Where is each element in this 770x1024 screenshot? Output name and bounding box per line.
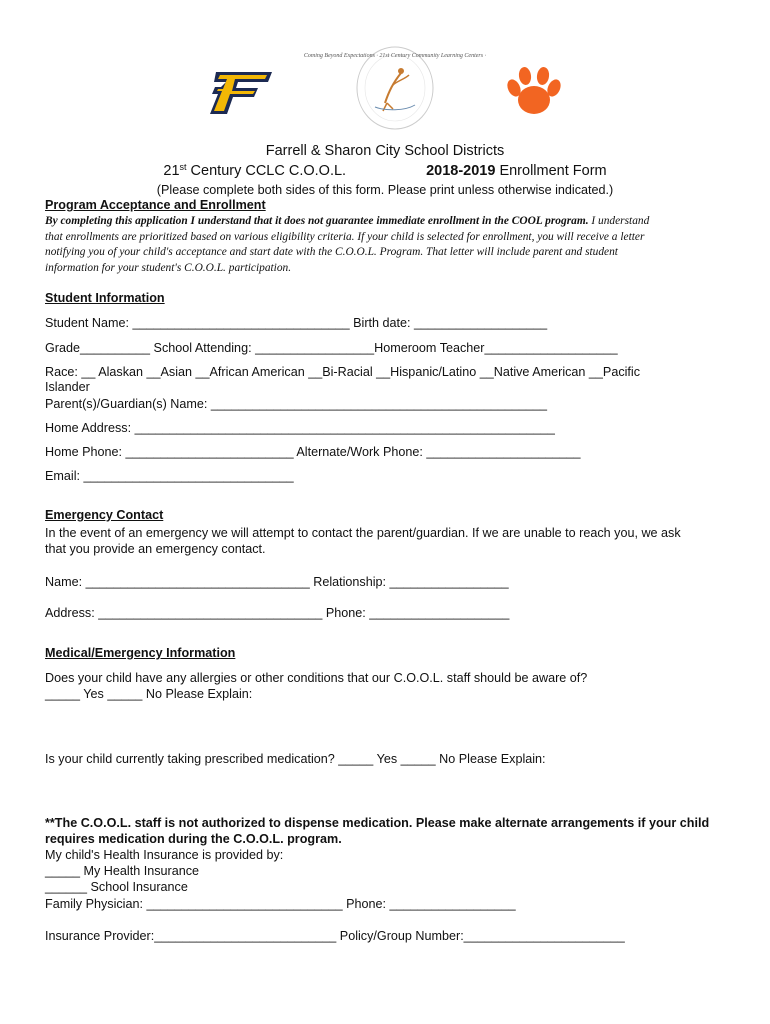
guardian-name-field[interactable]: Parent(s)/Guardian(s) Name: ________________________________________________ xyxy=(45,397,548,411)
title-form: Enrollment Form xyxy=(495,163,607,179)
student-heading: Student Information xyxy=(45,291,165,305)
medication-question-field[interactable]: Is your child currently taking prescribed medication? _____ Yes _____ No Please Explain: xyxy=(45,752,546,766)
district-title: Farrell & Sharon City School Districts xyxy=(265,143,505,159)
program-title xyxy=(0,163,770,179)
title-century: Century CCLC C.O.O.L. xyxy=(186,163,347,179)
medication-warning-line2: requires medication during the C.O.O.L. program. xyxy=(45,832,342,846)
medication-warning-line1: **The C.O.O.L. staff is not authorized to dispense medication. Please make alternate arrangements if your child xyxy=(45,816,710,830)
title-year: 2018-2019 xyxy=(426,163,496,179)
emergency-heading: Emergency Contact xyxy=(45,508,164,522)
emergency-paragraph-line1: In the event of an emergency we will attempt to contact the parent/guardian. If we are unable to reach you, we ask xyxy=(45,526,681,540)
program-paragraph-line4: information for your student's C.O.O.L. participation. xyxy=(45,262,292,274)
family-physician-field[interactable]: Family Physician: ____________________________ Phone: __________________ xyxy=(45,897,516,911)
program-paragraph-line3: notifying you of your child's acceptance and start date with the C.O.O.L. Program. That letter will include parent and student xyxy=(45,246,618,258)
tiger-paw-logo xyxy=(502,64,566,118)
race-options-line2: Islander xyxy=(45,380,90,394)
title-21: 21 xyxy=(163,163,180,179)
race-options-line1[interactable]: Race: __ Alaskan __Asian __African American __Bi-Racial __Hispanic/Latino __Native American __Pacific xyxy=(45,365,641,379)
program-paragraph-line1: By completing this application I understand that it does not guarantee immediate enrollment in the COOL program. I understand xyxy=(45,215,650,227)
insurance-intro: My child's Health Insurance is provided by: xyxy=(45,848,284,862)
title-sup: st xyxy=(179,162,187,172)
grade-school-teacher-field[interactable]: Grade__________ School Attending: _________________Homeroom Teacher___________________ xyxy=(45,341,618,355)
emergency-name-field[interactable]: Name: ________________________________ Relationship: _________________ xyxy=(45,575,509,589)
farrell-f-logo xyxy=(208,70,274,116)
phone-fields[interactable]: Home Phone: ________________________ Alternate/Work Phone: ______________________ xyxy=(45,445,581,459)
insurance-option-school[interactable]: ______ School Insurance xyxy=(45,880,188,894)
student-name-field[interactable]: Student Name: _______________________________ Birth date: ___________________ xyxy=(45,316,548,330)
medical-heading: Medical/Emergency Information xyxy=(45,646,236,660)
emergency-address-field[interactable]: Address: ________________________________ Phone: ____________________ xyxy=(45,606,510,620)
cool-program-seal-logo xyxy=(303,45,487,131)
program-heading: Program Acceptance and Enrollment xyxy=(45,198,266,212)
allergy-answer-field[interactable]: _____ Yes _____ No Please Explain: xyxy=(45,687,253,701)
insurance-provider-field[interactable]: Insurance Provider:__________________________ Policy/Group Number:_______________________ xyxy=(45,929,625,943)
seal-text: Coming Beyond Expectations · 21st Century Community Learning Centers · xyxy=(303,53,487,59)
emergency-paragraph-line2: that you provide an emergency contact. xyxy=(45,542,266,556)
allergy-question: Does your child have any allergies or other conditions that our C.O.O.L. staff should be aware of? xyxy=(45,671,588,685)
insurance-option-personal[interactable]: _____ My Health Insurance xyxy=(45,864,200,878)
email-field[interactable]: Email: ______________________________ xyxy=(45,469,294,483)
print-instructions: (Please complete both sides of this form. Please print unless otherwise indicated.) xyxy=(156,183,614,197)
program-paragraph-line2: that enrollments are prioritized based on various eligibility criteria. If your child is selected for enrollment, you will receive a letter xyxy=(45,231,645,243)
home-address-field[interactable]: Home Address: ____________________________________________________________ xyxy=(45,421,555,435)
